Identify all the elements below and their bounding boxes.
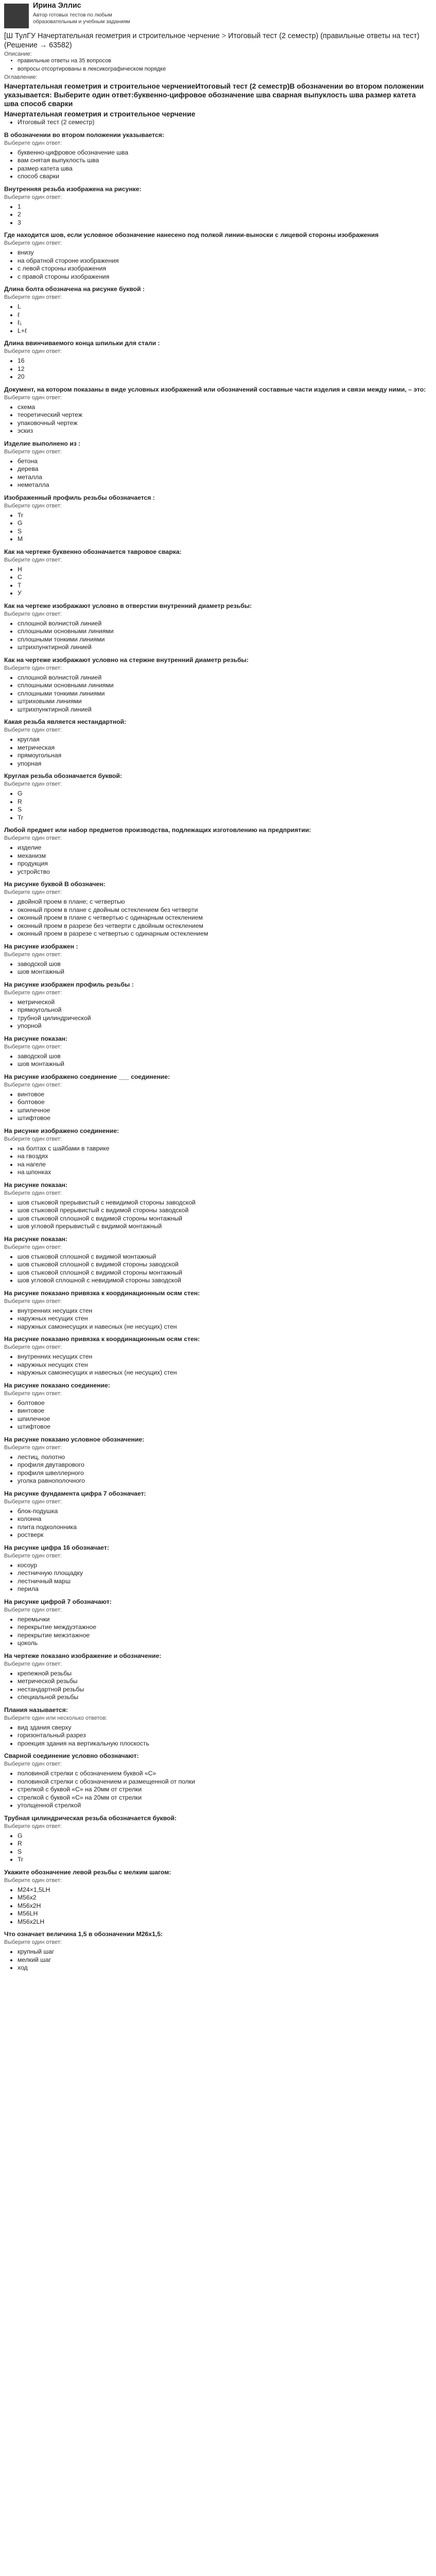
document-body	[0, 32, 436, 1972]
answer-option: • 20	[18, 373, 432, 381]
answer-option: • профиля швеллерного	[18, 1469, 432, 1478]
answer-option: • профиля двутаврового	[18, 1461, 432, 1469]
question-title: На рисунке цифрой 7 обозначают:	[4, 1598, 112, 1605]
question	[4, 1544, 432, 1594]
question-hint: Выберите один ответ:	[4, 1190, 62, 1196]
answer-option: • перила	[18, 1585, 432, 1594]
answer-options	[4, 1145, 432, 1177]
answer-option: • шов стыковой сплошной с видимой стороны заводской	[18, 1261, 432, 1269]
answer-options	[4, 457, 432, 489]
answer-option: • сплошными основными линиями	[18, 682, 432, 690]
answer-option: • наружных самонесущих и навесных (не несущих) стен	[18, 1323, 432, 1331]
question	[4, 131, 432, 181]
answer-options	[4, 1399, 432, 1431]
answer-option: • внутренних несущих стен	[18, 1353, 432, 1361]
question	[4, 494, 432, 544]
question-hint: Выберите один ответ:	[4, 889, 62, 895]
answer-options	[4, 1770, 432, 1810]
question	[4, 1435, 432, 1485]
answer-option: • горизонтальный разрез	[18, 1732, 432, 1740]
question	[4, 1035, 432, 1069]
answer-option: • 2	[18, 211, 432, 219]
question-title: Круглая резьба обозначается буквой:	[4, 772, 123, 779]
answer-option: • лестничный марш	[18, 1578, 432, 1586]
answer-option: • бетона	[18, 457, 432, 466]
answer-option: • неметалла	[18, 481, 432, 489]
answer-options	[4, 1562, 432, 1594]
question-title: Какая резьба является нестандартной:	[4, 718, 127, 725]
answer-options	[4, 898, 432, 938]
question	[4, 1181, 432, 1231]
answer-option: • мелкий шаг	[18, 1956, 432, 1964]
answer-option: • проекция здания на вертикальную плоскость	[18, 1740, 432, 1748]
description-label: Описание:	[4, 51, 32, 57]
question	[4, 285, 432, 335]
answer-option: • Т	[18, 582, 432, 590]
question	[4, 1489, 432, 1539]
author-name[interactable]: Ирина Эллис	[33, 2, 81, 10]
answer-option: • шпилечное	[18, 1415, 432, 1423]
answer-option: • буквенно-цифровое обозначение шва	[18, 149, 432, 157]
answer-option: • 1	[18, 203, 432, 211]
answer-option: • цоколь	[18, 1639, 432, 1648]
answer-option: • лестничную площадку	[18, 1569, 432, 1578]
answer-options	[4, 1053, 432, 1069]
answer-option: • эскиз	[18, 427, 432, 435]
answer-options	[4, 1453, 432, 1485]
answer-option: • G	[18, 790, 432, 798]
answer-option: • шов стыковой сплошной с видимой стороны монтажный	[18, 1215, 432, 1223]
question-title: Укажите обозначение левой резьбы с мелким шагом:	[4, 1868, 171, 1876]
question	[4, 772, 432, 822]
answer-options	[4, 736, 432, 768]
question-hint: Выберите один ответ:	[4, 140, 62, 146]
question-hint: Выберите один ответ:	[4, 1552, 62, 1559]
question-title: Где находится шов, если условное обозначение нанесено под полкой линии-выноски с лицевой стороны изображения	[4, 231, 379, 239]
question-hint: Выберите один ответ:	[4, 1244, 62, 1250]
answer-option: • лестиц, полотно	[18, 1453, 432, 1462]
question-title: Что означает величина 1,5 в обозначении M26x1,5:	[4, 1930, 163, 1938]
question	[4, 980, 432, 1030]
question-hint: Выберите один ответ:	[4, 781, 62, 787]
answer-option: • уголка равнополочного	[18, 1477, 432, 1485]
answer-option: • сплошными тонкими линиями	[18, 636, 432, 644]
answer-option: • M24×1,5LH	[18, 1886, 432, 1894]
answer-option: • нестандартной резьбы	[18, 1686, 432, 1694]
answer-option: • половиной стрелки с обозначением и размещенной от полки	[18, 1778, 432, 1786]
answer-option: • С	[18, 573, 432, 582]
answer-option: • Tr	[18, 1856, 432, 1864]
answer-option: • шов угловой прерывистый с видимой монтажный	[18, 1223, 432, 1231]
answer-option: • шов монтажный	[18, 1060, 432, 1069]
question	[4, 231, 432, 281]
question-hint: Выберите один ответ:	[4, 1344, 62, 1350]
question	[4, 1335, 432, 1377]
answer-options	[4, 1307, 432, 1331]
answer-option: • наружных несущих стен	[18, 1315, 432, 1323]
answer-option: • косоур	[18, 1562, 432, 1570]
answer-options	[4, 1670, 432, 1702]
answer-option: • метрическая	[18, 744, 432, 752]
answer-option: • шов стыковой сплошной с видимой монтажный	[18, 1253, 432, 1261]
question-title: Трубная цилиндрическая резьба обозначается буквой:	[4, 1814, 177, 1822]
answer-option: • крепежной резьбы	[18, 1670, 432, 1678]
question	[4, 1930, 432, 1972]
question-hint: Выберите один ответ:	[4, 951, 62, 958]
question-hint: Выберите один ответ:	[4, 1043, 62, 1050]
question-title: На рисунке показано привязка к координационным осям стен:	[4, 1289, 200, 1297]
question	[4, 942, 432, 976]
title-separator: >	[221, 32, 226, 40]
question-title: Плания называется:	[4, 1706, 68, 1714]
question-hint: Выберите один ответ:	[4, 1498, 62, 1505]
question	[4, 1652, 432, 1702]
question	[4, 1127, 432, 1177]
author-header	[0, 0, 436, 31]
answer-option: • наружных самонесущих и навесных (не несущих) стен	[18, 1369, 432, 1377]
question-hint: Выберите один ответ:	[4, 611, 62, 617]
answer-options	[4, 1353, 432, 1377]
question-title: Любой предмет или набор предметов производства, подлежащих изготовлению на предприятии:	[4, 826, 311, 834]
question-hint: Выберите один ответ:	[4, 665, 62, 671]
answer-option: • штриховыми линиями	[18, 698, 432, 706]
answer-option: • сплошной волнистой линией	[18, 620, 432, 628]
answer-option: • M56LH	[18, 1910, 432, 1918]
answer-options	[4, 403, 432, 435]
answer-option: • метрической резьбы	[18, 1677, 432, 1686]
question-hint: Выберите один ответ:	[4, 1823, 62, 1829]
answer-options	[4, 1199, 432, 1231]
question-title: На рисунке показан:	[4, 1235, 68, 1243]
answer-options	[4, 203, 432, 227]
answer-option: • оконный проем в плане с четвертью с одинарным остеклением	[18, 914, 432, 922]
answer-option: • устройство	[18, 868, 432, 876]
answer-option: • на болтах с шайбами в таврике	[18, 1145, 432, 1153]
answer-options	[4, 1616, 432, 1648]
answer-option: • G	[18, 1832, 432, 1840]
answer-option: • шов угловой сплошной с невидимой стороны заводской	[18, 1277, 432, 1285]
answer-option: • сплошной волнистой линией	[18, 674, 432, 682]
answer-option: • механизм	[18, 852, 432, 860]
author-description: Автор готовых тестов по любым образовательным и учебным заданиям	[33, 12, 130, 25]
question-hint: Выберите один ответ:	[4, 556, 62, 563]
question-title: На рисунке показан:	[4, 1181, 68, 1189]
question-title: На рисунке показан:	[4, 1035, 68, 1042]
question-title: Длина ввинчиваемого конца шпильки для стали :	[4, 340, 160, 347]
answer-option: • перемычки	[18, 1616, 432, 1624]
answer-option: • шов монтажный	[18, 968, 432, 976]
answer-options	[4, 1948, 432, 1972]
answer-option: • оконный проем в разрезе без четверти с двойным остеклением	[18, 922, 432, 930]
answer-option: • M56х2H	[18, 1902, 432, 1910]
question	[4, 185, 432, 227]
question-hint: Выберите один ответ:	[4, 1444, 62, 1451]
answer-option: • Tr	[18, 512, 432, 520]
question	[4, 718, 432, 768]
answer-option: • крупный шаг	[18, 1948, 432, 1956]
answer-option: • 12	[18, 365, 432, 374]
answer-option: • стрелкой с буквой «С» на 20мм от стрелки	[18, 1794, 432, 1802]
answer-option: • специальной резьбы	[18, 1693, 432, 1702]
answer-options	[4, 790, 432, 822]
title-course[interactable]: [Ш ТулГУ Начертательная геометрия и строительное черчение	[4, 32, 220, 40]
description-item: • правильные ответы на 35 вопросов	[18, 57, 432, 65]
answer-option: • Tr	[18, 814, 432, 822]
answer-option: • M56х2	[18, 1894, 432, 1902]
question	[4, 1073, 432, 1123]
question-title: На рисунке изображен :	[4, 942, 78, 950]
toc-subject: Начертательная геометрия и строительное черчение	[4, 110, 196, 118]
answer-option: • болтовое	[18, 1098, 432, 1107]
questions-container	[4, 131, 432, 1972]
toc-list	[4, 118, 432, 127]
question-title: На рисунке изображено соединение:	[4, 1127, 119, 1134]
answer-option: • упорной	[18, 1022, 432, 1030]
answer-option: • штифтовое	[18, 1423, 432, 1431]
question-title: Внутренняя резьба изображена на рисунке:	[4, 185, 142, 193]
answer-option: • колонна	[18, 1515, 432, 1523]
answer-option: • на шпонках	[18, 1168, 432, 1177]
answer-option: • винтовое	[18, 1091, 432, 1099]
question-hint: Выберите один ответ:	[4, 448, 62, 455]
answer-options	[4, 303, 432, 335]
answer-option: • L+ℓ	[18, 327, 432, 335]
question	[4, 1598, 432, 1648]
answer-option: • R	[18, 798, 432, 806]
answer-option: • изделие	[18, 844, 432, 852]
answer-option: • заводской шов	[18, 960, 432, 969]
question	[4, 339, 432, 381]
question-title: На рисунке показано соединение:	[4, 1381, 110, 1389]
avatar[interactable]	[4, 4, 29, 28]
answer-option: • дерева	[18, 465, 432, 473]
question-title: На рисунке показано привязка к координационным осям стен:	[4, 1335, 200, 1343]
answer-option: • на гвоздях	[18, 1153, 432, 1161]
answer-option: • вид здания сверху	[18, 1724, 432, 1732]
answer-option: • S	[18, 1848, 432, 1856]
answer-options	[4, 1832, 432, 1864]
question-title: Как на чертеже буквенно обозначается тавровое сварка:	[4, 548, 182, 555]
question-hint: Выберите один ответ:	[4, 1390, 62, 1397]
question-title: Документ, на котором показаны в виде условных изображений или обозначений составные части изделия и связи между ними, – это:	[4, 385, 426, 393]
answer-options	[4, 249, 432, 281]
question-title: Сварной соединение условно обозначают:	[4, 1752, 139, 1759]
answer-option: • ход	[18, 1964, 432, 1972]
question-hint: Выберите один ответ:	[4, 1606, 62, 1613]
question-title: На рисунке буквой В обозначен:	[4, 880, 106, 888]
answer-option: • R	[18, 1840, 432, 1848]
question	[4, 880, 432, 938]
answer-options	[4, 1091, 432, 1123]
answer-option: • болтовое	[18, 1399, 432, 1408]
question	[4, 1752, 432, 1810]
answer-option: • продукция	[18, 860, 432, 868]
question-title: На чертеже показано изображение и обозначение:	[4, 1652, 162, 1659]
question-hint: Выберите один ответ:	[4, 394, 62, 401]
answer-option: • трубной цилиндрической	[18, 1014, 432, 1023]
answer-option: • заводской шов	[18, 1053, 432, 1061]
question	[4, 1706, 432, 1748]
answer-options	[4, 512, 432, 544]
answer-options	[4, 674, 432, 714]
question	[4, 826, 432, 876]
answer-options	[4, 998, 432, 1030]
answer-option: • шов стыковой сплошной с видимой стороны монтажный	[18, 1269, 432, 1277]
answer-option: • ростверк	[18, 1531, 432, 1539]
question-hint: Выберите один ответ:	[4, 1136, 62, 1142]
question-title: На рисунке изображен профиль резьбы :	[4, 980, 134, 988]
document-title	[4, 32, 432, 50]
answer-option: • винтовое	[18, 1407, 432, 1415]
question-hint: Выберите один ответ:	[4, 348, 62, 354]
answer-option: • У	[18, 589, 432, 598]
answer-options	[4, 1507, 432, 1539]
question-title: Изделие выполнено из :	[4, 439, 81, 447]
answer-option: • на нагеле	[18, 1161, 432, 1169]
answer-options	[4, 960, 432, 976]
answer-option: • M	[18, 535, 432, 544]
answer-option: • штрихпунктирной линией	[18, 706, 432, 714]
answer-option: • теоретический чертеж	[18, 411, 432, 419]
answer-option: • упаковочный чертеж	[18, 419, 432, 428]
answer-option: • перекрытие межэтажное	[18, 1632, 432, 1640]
answer-option: • прямоугольная	[18, 752, 432, 760]
question-hint: Выберите один ответ:	[4, 240, 62, 246]
toc-intro: Начертательная геометрия и строительное черчениеИтоговый тест (2 семестр)В обозначении во втором положении указывается: Выберите один ответ:буквенно-цифровое обозначение шва сварная выпуклость шва размер катета шва способ сварки	[4, 82, 424, 108]
question-hint: Выберите один ответ:	[4, 502, 62, 509]
answer-option: • штрихпунктирной линией	[18, 643, 432, 652]
answer-option: • S	[18, 806, 432, 814]
answer-option: • половиной стрелки с обозначением буквой «С»	[18, 1770, 432, 1778]
question	[4, 1868, 432, 1926]
answer-option: • шпилечное	[18, 1107, 432, 1115]
question-title: На рисунке фундамента цифра 7 обозначает:	[4, 1489, 146, 1497]
answer-option: • с левой стороны изображения	[18, 265, 432, 273]
answer-option: • на обратной стороне изображения	[18, 257, 432, 265]
question-title: Изображенный профиль резьбы обозначается :	[4, 494, 155, 501]
answer-option: • ℓ	[18, 311, 432, 319]
answer-option: • способ сварки	[18, 173, 432, 181]
question	[4, 1289, 432, 1331]
answer-option: • металла	[18, 473, 432, 482]
question	[4, 602, 432, 652]
description-item: • вопросы отсортированы в лексикографическом порядке	[18, 65, 432, 74]
question	[4, 1814, 432, 1864]
answer-option: • шов стыковой прерывистый с видимой стороны заводской	[18, 1207, 432, 1215]
answer-option: • сплошными основными линиями	[18, 628, 432, 636]
question-hint: Выберите один ответ:	[4, 1939, 62, 1945]
question-hint: Выберите один ответ:	[4, 194, 62, 200]
answer-option: • стрелкой с буквой «С» на 20мм от стрелки	[18, 1786, 432, 1794]
answer-options	[4, 357, 432, 381]
question-hint: Выберите один ответ:	[4, 727, 62, 733]
answer-options	[4, 149, 432, 181]
question-hint: Выберите один ответ:	[4, 989, 62, 996]
question-hint: Выберите один ответ:	[4, 294, 62, 300]
answer-option: • внутренних несущих стен	[18, 1307, 432, 1315]
question-hint: Выберите один ответ:	[4, 835, 62, 841]
answer-option: • L	[18, 303, 432, 311]
question-hint: Выберите один ответ:	[4, 1660, 62, 1667]
question-title: На рисунке изображено соединение ___ соединение:	[4, 1073, 170, 1080]
question	[4, 656, 432, 714]
answer-option: • утолщенной стрелкой	[18, 1802, 432, 1810]
question-title: На рисунке цифра 16 обозначает:	[4, 1544, 109, 1551]
question-title: В обозначении во втором положении указывается:	[4, 131, 164, 139]
question-title: Длина болта обозначена на рисунке буквой :	[4, 285, 145, 293]
answer-option: • оконный проем в разрезе с четвертью с одинарным остеклением	[18, 930, 432, 938]
answer-option: • Н	[18, 566, 432, 574]
answer-option: • M56x2LH	[18, 1918, 432, 1926]
answer-option: • G	[18, 519, 432, 528]
title-test: Итоговый тест (2 семестр) (правильные ответы на тест) (Решение → 63582)	[4, 32, 420, 49]
question-hint: Выберите один ответ:	[4, 1877, 62, 1884]
question-hint: Выберите один ответ:	[4, 1298, 62, 1304]
answer-option: • ℓ₁	[18, 319, 432, 327]
question-hint: Выберите один ответ:	[4, 1081, 62, 1088]
answer-option: • круглая	[18, 736, 432, 744]
answer-options	[4, 566, 432, 598]
question	[4, 1381, 432, 1431]
answer-option: • схема	[18, 403, 432, 412]
answer-options	[4, 1724, 432, 1748]
question	[4, 385, 432, 435]
answer-option: • шов стыковой прерывистый с невидимой стороны заводской	[18, 1199, 432, 1207]
answer-options	[4, 1253, 432, 1285]
question	[4, 439, 432, 489]
toc-label: Оглавление:	[4, 74, 38, 80]
answer-option: • S	[18, 528, 432, 536]
answer-options	[4, 1886, 432, 1926]
answer-option: • прямоугольной	[18, 1006, 432, 1014]
question-title: Как на чертеже изображают условно на стержне внутренний диаметр резьбы:	[4, 656, 249, 664]
question-hint: Выберите один ответ:	[4, 1761, 62, 1767]
question-title: Как на чертеже изображают условно в отверстии внутренний диаметр резьбы:	[4, 602, 252, 609]
answer-option: • штифтовое	[18, 1114, 432, 1123]
answer-option: • блок-подушка	[18, 1507, 432, 1516]
answer-option: • внизу	[18, 249, 432, 257]
answer-option: • метрической	[18, 998, 432, 1007]
question	[4, 548, 432, 598]
answer-option: • размер катета шва	[18, 165, 432, 173]
answer-option: • плита подколонника	[18, 1523, 432, 1532]
toc-item: • Итоговый тест (2 семестр)	[18, 118, 432, 127]
question	[4, 1235, 432, 1285]
answer-option: • наружных несущих стен	[18, 1361, 432, 1369]
answer-options	[4, 620, 432, 652]
answer-options	[4, 844, 432, 876]
question-title: На рисунке показано условное обозначение:	[4, 1435, 145, 1443]
question-hint: Выберите один или несколько ответов:	[4, 1715, 108, 1721]
answer-option: • вам снятая выпуклость шва	[18, 157, 432, 165]
answer-option: • 3	[18, 219, 432, 227]
answer-option: • перекрытие междуэтажное	[18, 1623, 432, 1632]
answer-option: • 16	[18, 357, 432, 365]
answer-option: • сплошными тонкими линиями	[18, 690, 432, 698]
answer-option: • оконный проем в плане с двойным остеклением без четверти	[18, 906, 432, 914]
answer-option: • с правой стороны изображения	[18, 273, 432, 281]
answer-option: • двойной проем в плане; с четвертью	[18, 898, 432, 906]
answer-option: • упорная	[18, 760, 432, 768]
description-list	[4, 57, 432, 73]
